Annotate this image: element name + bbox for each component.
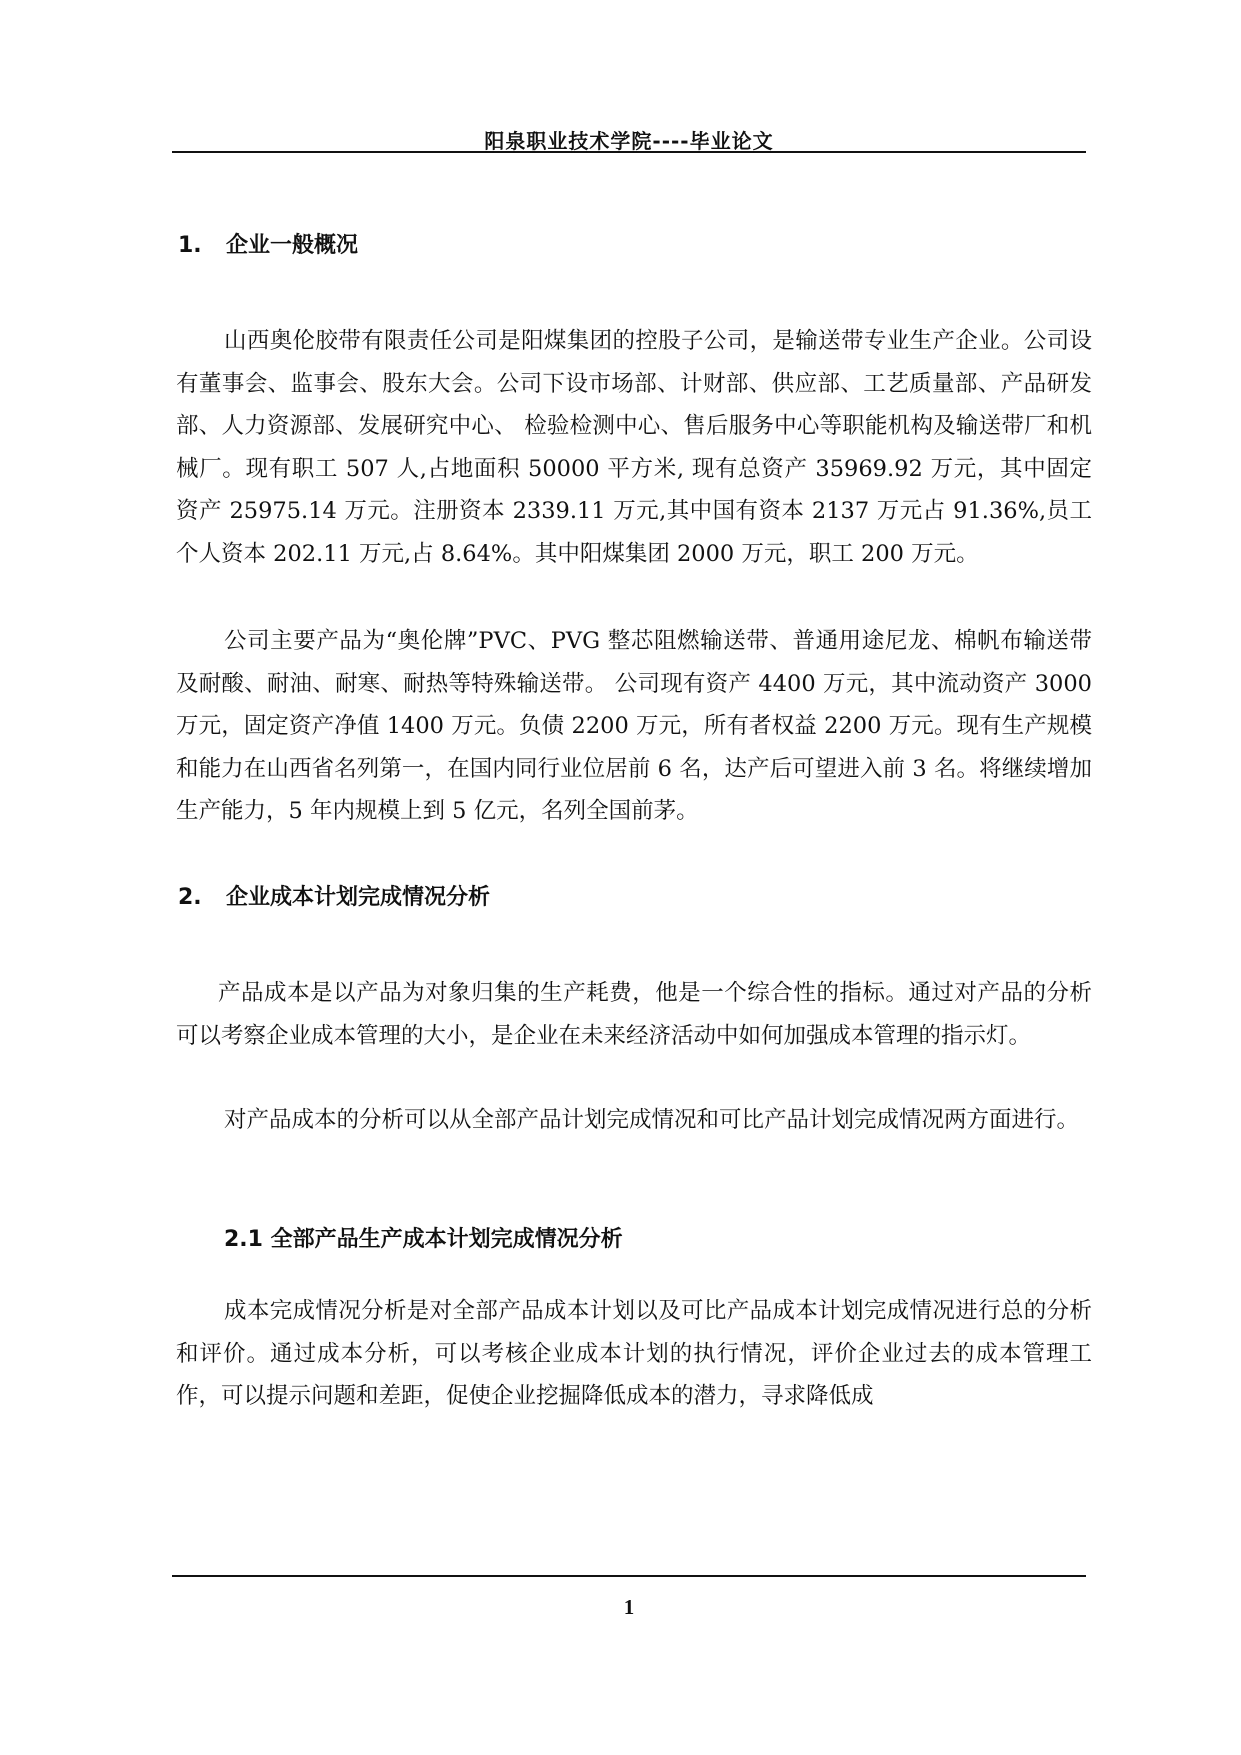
header-rule: [172, 151, 1086, 153]
subsection-title: 全部产品生产成本计划完成情况分析: [270, 1227, 623, 1252]
paragraph: 成本完成情况分析是对全部产品成本计划以及可比产品成本计划完成情况进行总的分析和评价。通过成本分析，可以考核企业成本计划的执行情况，评价企业过去的成本管理工作，可以提示问题和差距，促使企业挖掘降低成本的潜力，寻求降低成: [176, 1298, 1092, 1409]
subsection-heading: [224, 1222, 623, 1253]
paragraph: 公司主要产品为“奥伦牌”PVC、PVG 整芯阻燃输送带、普通用途尼龙、棉帆布输送带及耐酸、耐油、耐寒、耐热等特殊输送带。 公司现有资产 4400 万元，其中流动资产 3000 万元，固定资产净值 1400 万元。负债 2200 万元，所有者权益 2200 万元。现有生产规模和能力在山西省名列第一，在国内同行业位居前 6 名，达产后可望进入前 3 名。将继续增加生产能力，5 年内规模上到 5 亿元，名列全国前茅。: [176, 628, 1092, 824]
paragraph: 产品成本是以产品为对象归集的生产耗费，他是一个综合性的指标。通过对产品的分析可以考察企业成本管理的大小，是企业在未来经济活动中如何加强成本管理的指示灯。: [176, 980, 1092, 1049]
section-number: 1.: [178, 233, 202, 258]
running-header: 阳泉职业技术学院----毕业论文: [484, 129, 774, 153]
section-heading-1: [178, 228, 358, 259]
section-number: 2.: [178, 885, 202, 910]
subsection-number: 2.1: [224, 1227, 263, 1252]
section-heading-2: [178, 880, 490, 911]
paragraph: 山西奥伦胶带有限责任公司是阳煤集团的控股子公司，是输送带专业生产企业。公司设有董事会、监事会、股东大会。公司下设市场部、计财部、供应部、工艺质量部、产品研发部、人力资源部、发展研究中心、 检验检测中心、售后服务中心等职能机构及输送带厂和机械厂。现有职工 507 人,占地面积 50000 平方米, 现有总资产 35969.92 万元，其中固定资产 25975.14 万元。注册资本 2339.11 万元,其中国有资本 2137 万元占 91.36%,员工个人资本 202.11 万元,占 8.64%。其中阳煤集团 2000 万元，职工 200 万元。: [176, 328, 1092, 567]
section-title: 企业一般概况: [226, 233, 359, 258]
page-number: 1: [623, 1595, 635, 1619]
footer-rule: [172, 1575, 1086, 1577]
section-title: 企业成本计划完成情况分析: [226, 885, 491, 910]
paragraph: 对产品成本的分析可以从全部产品计划完成情况和可比产品计划完成情况两方面进行。: [224, 1107, 1080, 1133]
